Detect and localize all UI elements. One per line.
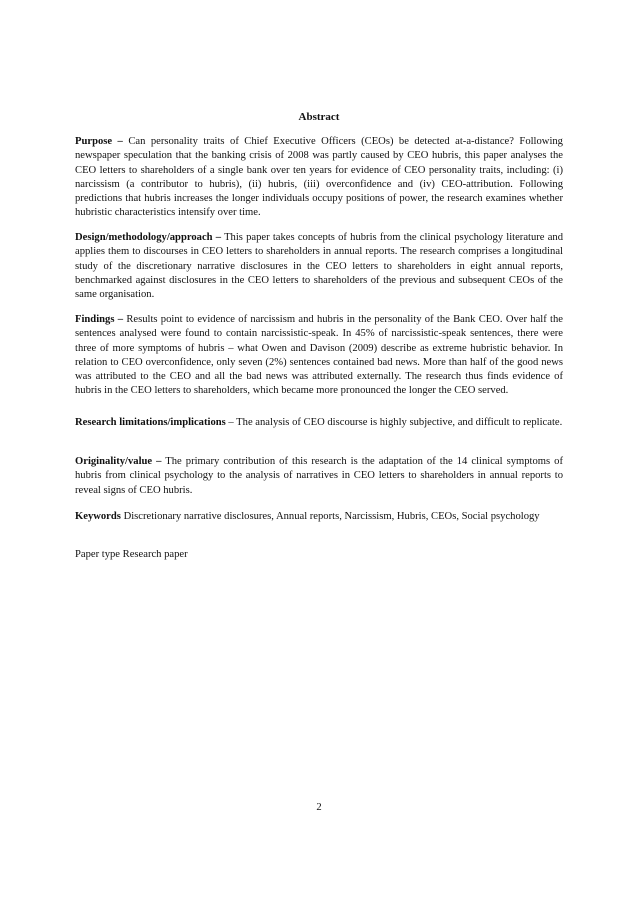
design-text: This paper takes concepts of hubris from the clinical psychology literature and applies them to discourses in CEO letters to shareholders in annual reports. The research comprises a longitudinal study of the discretionary narrative disclosures in the CEO letters to shareholders in eight annual reports, benchmarked against disclosures in the CEO letters to shareholders of the previous and subsequent CEOs of the same organisation. — [75, 232, 563, 301]
keywords-text: Discretionary narrative disclosures, Annual reports, Narcissism, Hubris, CEOs, Social psychology — [123, 511, 540, 522]
findings-heading: Findings – — [75, 314, 124, 325]
limitations-heading: Research limitations/implications — [75, 417, 226, 428]
originality-heading: Originality/value – — [75, 456, 162, 467]
purpose-heading: Purpose – — [75, 136, 123, 147]
abstract-title: Abstract — [298, 111, 340, 123]
originality-paragraph — [75, 455, 563, 498]
purpose-paragraph — [75, 135, 563, 221]
design-paragraph — [75, 231, 563, 302]
design-heading: Design/methodology/approach – — [75, 232, 222, 243]
originality-text: The primary contribution of this research is the adaptation of the 14 clinical symptoms of hubris from clinical psychology to the analysis of narratives in CEO letters to shareholders in annual reports to reveal signs of CEO hubris. — [75, 456, 563, 496]
keywords-heading: Keywords — [75, 511, 121, 522]
limitations-paragraph — [75, 416, 563, 430]
findings-paragraph — [75, 313, 563, 399]
paper-type: Paper type Research paper — [75, 549, 188, 560]
purpose-text: Can personality traits of Chief Executive Officers (CEOs) be detected at-a-distance? Following newspaper speculation that the banking crisis of 2008 was partly caused by CEO hubris, this paper analyses the CEO letters to shareholders of a single bank over ten years for evidence of CEO personality traits, including: (i) narcissism (a contributor to hubris), (ii) hubris, (iii) overconfidence and (iv) CEO-attribution. Following predictions that hubris increases the longer individuals occupy positions of power, the research examines whether hubristic characteristics intensify over time. — [75, 136, 563, 219]
page-number: 2 — [316, 802, 322, 813]
limitations-text: – The analysis of CEO discourse is highly subjective, and difficult to replicate. — [228, 417, 563, 428]
findings-text: Results point to evidence of narcissism and hubris in the personality of the Bank CEO. Over half the sentences analysed were found to contain narcissistic-speak. In 45% of narcissistic-speak sentences, there were three of more symptoms of hubris – what Owen and Davison (2009) describe as extreme hubristic behavior. In relation to CEO overconfidence, only seven (2%) sentences contained bad news. More than half of the good news was attributed to the CEO and all the bad news was attributed externally. The research thus finds evidence of hubris in the CEO letters to shareholders, which became more pronounced the longer the CEO served. — [75, 314, 563, 397]
keywords-paragraph — [75, 510, 563, 524]
